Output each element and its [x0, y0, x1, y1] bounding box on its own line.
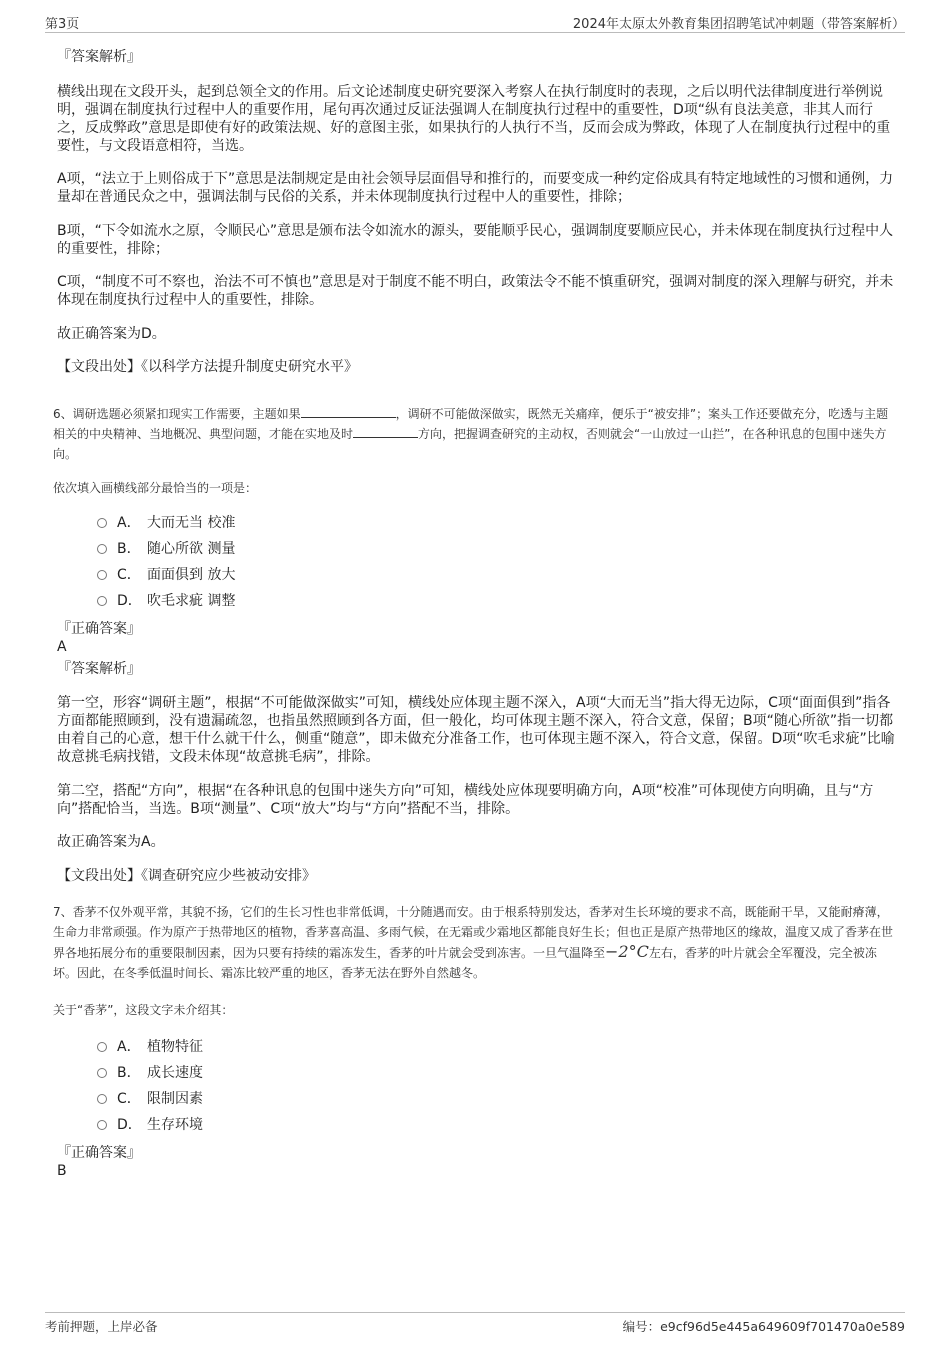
document-id: 编号：e9cf96d5e445a649609f701470a0e589 [622, 1319, 905, 1334]
radio-icon[interactable] [97, 596, 107, 606]
q6-blank-1 [301, 405, 396, 418]
q5-analysis-p2: A项，“法立于上则俗成于下”意思是法制规定是由社会领导层面倡导和推行的，而要变成一种约定俗成具有特定地域性的习惯和通例，力量却在普通民众之中，强调法制与民俗的关系，并未体现制度执行过程中人的重要性，排除； [57, 171, 894, 205]
temperature-value: −2°C [605, 942, 649, 961]
q6-blank-2 [353, 425, 418, 438]
q7-option-a[interactable]: A． 植物特征 [97, 1038, 203, 1056]
q6-option-c[interactable]: C． 面面俱到 放大 [97, 566, 235, 584]
q7-option-d[interactable]: D． 生存环境 [97, 1116, 203, 1134]
page-number: 第3页 [45, 17, 80, 32]
q6-answer: A [57, 639, 67, 655]
q5-analysis-p4: C项，“制度不可不察也，治法不可不慎也”意思是对于制度不能不明白，政策法令不能不慎重研究，强调对制度的深入理解与研究，并未体现在制度执行过程中人的重要性，排除。 [57, 274, 894, 308]
page-footer [45, 1312, 905, 1337]
q7-prompt: 关于“香茅”，这段文字未介绍其： [53, 1003, 234, 1017]
q6-option-b[interactable]: B． 随心所欲 测量 [97, 540, 235, 558]
q6-answer-label: 『正确答案』 [57, 621, 141, 637]
q6-option-a[interactable]: A． 大而无当 校准 [97, 514, 235, 532]
q6-analysis-label: 『答案解析』 [57, 661, 141, 677]
radio-icon[interactable] [97, 1068, 107, 1078]
q5-conclusion: 故正确答案为D。 [57, 326, 166, 342]
radio-icon[interactable] [97, 544, 107, 554]
q5-source: 【文段出处】《以科学方法提升制度史研究水平》 [57, 359, 358, 375]
radio-icon[interactable] [97, 1120, 107, 1130]
radio-icon[interactable] [97, 1094, 107, 1104]
q7-option-c[interactable]: C． 限制因素 [97, 1090, 203, 1108]
q6-stem: 6、调研选题必须紧扣现实工作需要，主题如果 ，调研不可能做深做实，既然无关痛痒，便乐于“被安排”；案头工作还要做充分，吃透与主题相关的中央精神、当地概况、典型问题，才能在实地及时 方向，把握调查研究的主动权，否则就会“一山放过一山拦”，在各种讯息的包围中迷失方向。 [53, 407, 889, 461]
radio-icon[interactable] [97, 570, 107, 580]
q5-analysis-label: 『答案解析』 [57, 49, 141, 65]
q5-analysis-p1: 横线出现在文段开头，起到总领全文的作用。后文论述制度史研究要深入考察人在执行制度时的表现，之后以明代法律制度进行举例说明，强调在制度执行过程中人的重要作用，尾句再次通过反证法强调人在制度执行过程中的重要性，D项“纵有良法美意，非其人而行之，反成弊政”意思是即使有好的政策法规、好的意图主张，如果执行的人执行不当，反而会成为弊政，体现了人在制度执行过程中的重要性，与文段语意相符，当选。 [57, 84, 891, 154]
document-title: 2024年太原太外教育集团招聘笔试冲刺题（带答案解析） [572, 17, 905, 32]
footer-slogan: 考前押题，上岸必备 [45, 1319, 158, 1334]
q7-answer-label: 『正确答案』 [57, 1145, 141, 1161]
q5-analysis-p3: B项，“下令如流水之原，令顺民心”意思是颁布法令如流水的源头，要能顺乎民心，强调制度要顺应民心，并未体现在制度执行过程中人的重要性，排除； [57, 223, 894, 257]
q6-analysis-p1: 第一空，形容“调研主题”，根据“不可能做深做实”可知，横线处应体现主题不深入，A项“大而无当”指大得无边际，C项“面面俱到”指各方面都能照顾到，没有遗漏疏忽，也指虽然照顾到各方面，但一般化，均可体现主题不深入，符合文意，保留；B项“随心所欲”指一切都由着自己的心意，想干什么就干什么，侧重“随意”，即未做充分准备工作，也可体现主题不深入，符合文意，保留。D项“吹毛求疵”比喻故意挑毛病找错，文段未体现“故意挑毛病”，排除。 [57, 695, 895, 765]
q7-option-b[interactable]: B． 成长速度 [97, 1064, 203, 1082]
q6-conclusion: 故正确答案为A。 [57, 834, 165, 850]
radio-icon[interactable] [97, 518, 107, 528]
q6-option-d[interactable]: D． 吹毛求疵 调整 [97, 592, 235, 610]
q7-stem: 7、香茅不仅外观平常，其貌不扬，它们的生长习性也非常低调，十分随遇而安。由于根系特别发达，香茅对生长环境的要求不高，既能耐干旱，又能耐瘠薄，生命力非常顽强。作为原产于热带地区的植物，香茅喜高温、多雨气候，在无霜或少霜地区都能良好生长；但也正是原产热带地区的缘故，温度又成了香茅在世界各地拓展分布的重要限制因素，因为只要有持续的霜冻发生，香茅的叶片就会受到冻害。一旦气温降至−2°C左右，香茅的叶片就会全军覆没，完全被冻坏。因此，在冬季低温时间长、霜冻比较严重的地区，香茅无法在野外自然越冬。 [53, 905, 894, 980]
q6-source: 【文段出处】《调查研究应少些被动安排》 [57, 868, 316, 884]
page-header [45, 10, 905, 33]
radio-icon[interactable] [97, 1042, 107, 1052]
q7-answer: B [57, 1163, 67, 1179]
q6-analysis-p2: 第二空，搭配“方向”，根据“在各种讯息的包围中迷失方向”可知，横线处应体现要明确方向，A项“校准”可体现使方向明确，且与“方向”搭配恰当，当选。B项“测量”、C项“放大”均与“方向”搭配不当，排除。 [57, 783, 874, 817]
q6-prompt: 依次填入画横线部分最恰当的一项是： [53, 481, 258, 495]
